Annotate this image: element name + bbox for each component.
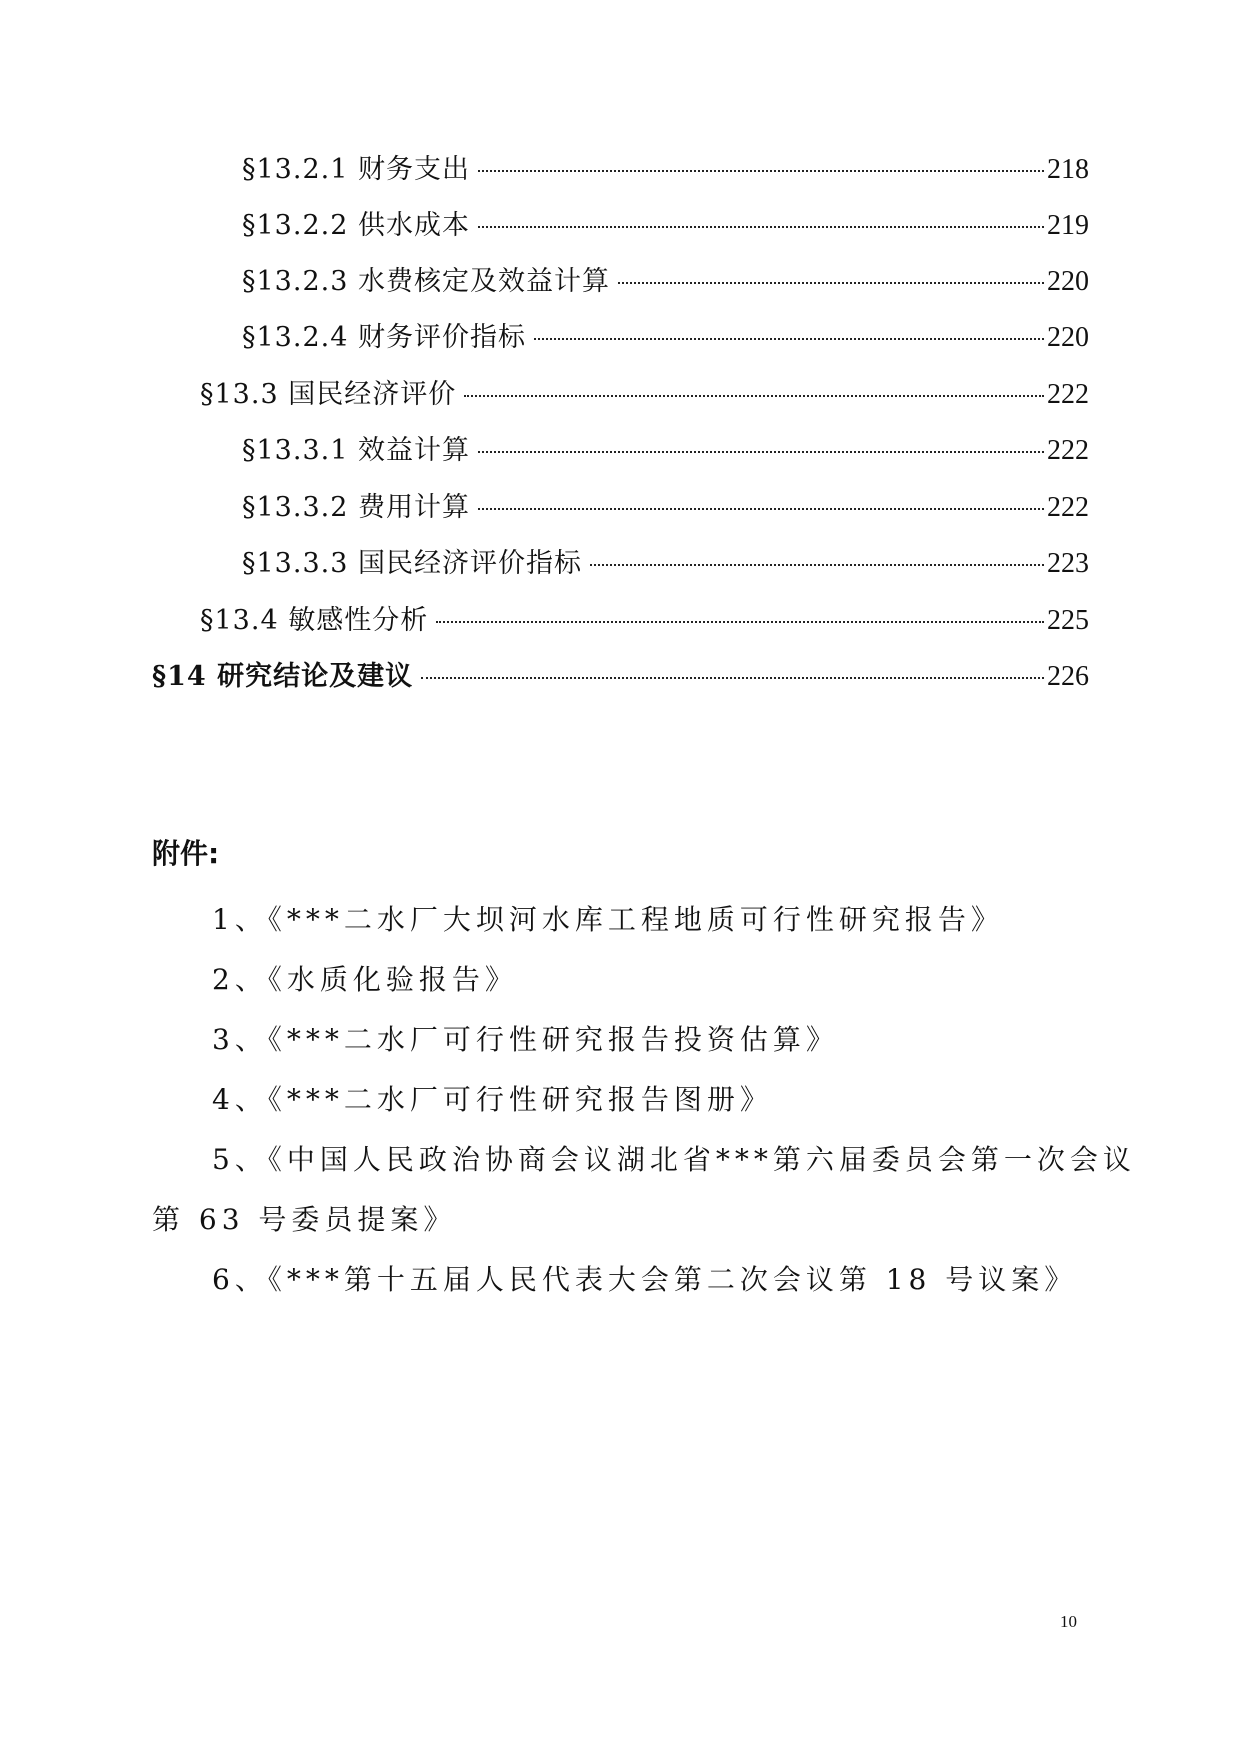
toc-entry-page: 222 — [1047, 435, 1089, 466]
toc-entry-label: §13.4 敏感性分析 — [200, 605, 429, 636]
toc-entry-label: §13.3.3 国民经济评价指标 — [242, 548, 582, 579]
toc-leader-dots — [478, 451, 1044, 453]
toc-leader-dots — [478, 170, 1044, 172]
toc-entry-label: §13.3 国民经济评价 — [200, 379, 457, 410]
toc-entry[interactable] — [242, 544, 1089, 584]
attachment-item-continuation: 第 63 号委员提案》 — [152, 1203, 457, 1236]
toc-leader-dots — [464, 395, 1044, 397]
toc-leader-dots — [421, 677, 1044, 679]
toc-entry-page: 225 — [1047, 605, 1089, 636]
toc-entry[interactable] — [242, 431, 1089, 471]
toc-entry-page: 222 — [1047, 379, 1089, 410]
toc-entry[interactable] — [242, 318, 1089, 358]
toc-entry-page: 220 — [1047, 322, 1089, 353]
toc-entry[interactable] — [200, 601, 1089, 641]
attachment-item: 3、《***二水厂可行性研究报告投资估算》 — [212, 1023, 839, 1056]
toc-entry-page: 218 — [1047, 154, 1089, 185]
toc-leader-dots — [534, 338, 1044, 340]
toc-entry-page: 226 — [1047, 661, 1089, 692]
toc-entry-label: §13.2.1 财务支出 — [242, 154, 470, 185]
page-number: 10 — [1060, 1612, 1077, 1631]
toc-entry-page: 222 — [1047, 492, 1089, 523]
toc-leader-dots — [590, 564, 1044, 566]
toc-leader-dots — [478, 226, 1044, 228]
toc-entry-page: 220 — [1047, 266, 1089, 297]
toc-entry[interactable] — [242, 262, 1089, 302]
toc-entry-label: §13.3.2 费用计算 — [242, 492, 470, 523]
toc-leader-dots — [436, 621, 1044, 623]
toc-leader-dots — [618, 282, 1044, 284]
toc-entry[interactable] — [242, 150, 1089, 190]
toc-entry[interactable] — [242, 488, 1089, 528]
toc-leader-dots — [478, 508, 1044, 510]
toc-entry[interactable] — [200, 375, 1089, 415]
toc-entry-label: §13.2.2 供水成本 — [242, 210, 470, 241]
attachment-item: 1、《***二水厂大坝河水库工程地质可行性研究报告》 — [212, 903, 1004, 936]
attachment-item: 4、《***二水厂可行性研究报告图册》 — [212, 1083, 773, 1116]
attachment-item: 5、《中国人民政治协商会议湖北省***第六届委员会第一次会议 — [212, 1143, 1136, 1176]
toc-entry-label: §13.2.4 财务评价指标 — [242, 322, 526, 353]
toc-entry[interactable] — [152, 657, 1089, 697]
toc-entry-page: 219 — [1047, 210, 1089, 241]
toc-entry-label: §13.2.3 水费核定及效益计算 — [242, 266, 610, 297]
toc-entry-label: §14 研究结论及建议 — [152, 661, 414, 692]
attachment-item: 6、《***第十五届人民代表大会第二次会议第 18 号议案》 — [212, 1263, 1078, 1296]
toc-entry-label: §13.3.1 效益计算 — [242, 435, 470, 466]
attachment-item: 2、《水质化验报告》 — [212, 963, 518, 996]
toc-entry-page: 223 — [1047, 548, 1089, 579]
attachments-heading: 附件: — [152, 837, 220, 870]
toc-entry[interactable] — [242, 206, 1089, 246]
